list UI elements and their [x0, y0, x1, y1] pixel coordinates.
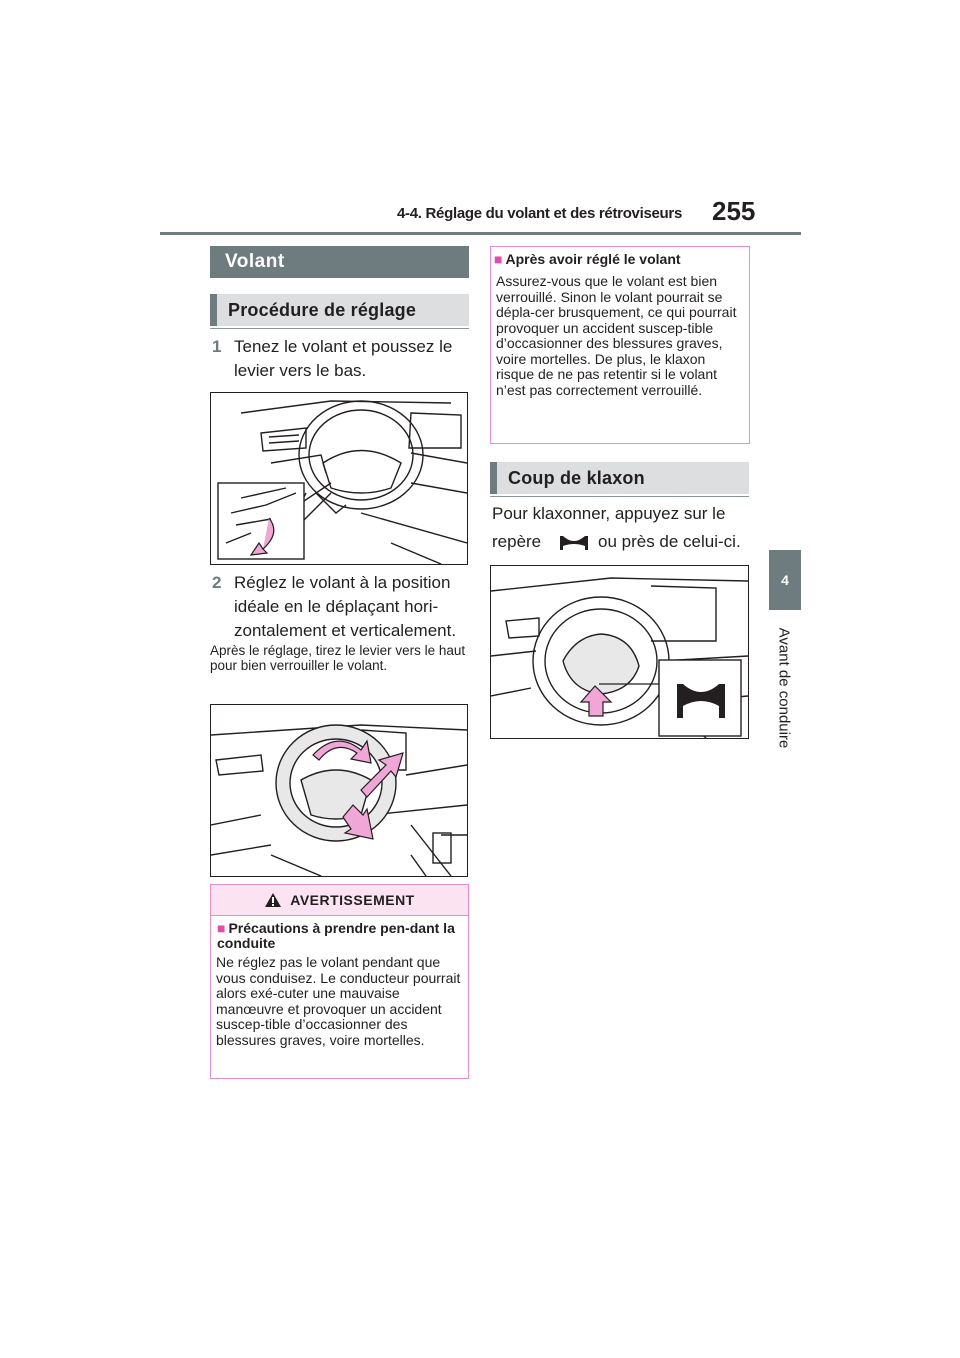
info-subtitle: ■ Après avoir réglé le volant	[494, 251, 681, 267]
warning-text: Ne réglez pas le volant pendant que vous conduisez. Le conducteur pourrait alors exé-cuter une mauvaise manœuvre et provoquer un accident suscep-tible d’occasionner des blessures graves, voire mortelles.	[216, 954, 461, 1048]
section-heading-volant: Volant	[210, 246, 469, 278]
illustration-adjustment	[211, 705, 467, 876]
horn-text-line2: repère ou près de celui-ci.	[492, 532, 741, 551]
square-bullet-icon: ■	[217, 920, 226, 936]
subheading-procedure: Procédure de réglage	[210, 294, 469, 326]
adjustment-note: Après le réglage, tirez le levier vers le haut pour bien verrouiller le volant.	[210, 643, 466, 673]
page-number: 255	[712, 196, 756, 226]
subheading-rule	[490, 496, 749, 497]
figure-horn	[490, 565, 749, 739]
illustration-horn	[491, 566, 748, 738]
horn-text-line1: Pour klaxonner, appuyez sur le	[492, 504, 726, 523]
section-title: 4-4. Réglage du volant et des rétroviseurs	[397, 205, 682, 222]
illustration-lever	[211, 393, 467, 564]
figure-adjustment	[210, 704, 468, 877]
chapter-tab[interactable]: 4	[769, 550, 801, 610]
step-2: 2 Réglez le volant à la position idéale en le déplaçant hori-zontalement et verticalement.	[212, 573, 457, 640]
info-text: Assurez-vous que le volant est bien verrouillé. Sinon le volant pourrait se dépla-cer brusquement, ce qui pourrait provoquer un accident suscep-tible d’occasionner des blessures graves, voire mortelles. De plus, le klaxon risque de ne pas retentir si le volant n’est pas correctement verrouillé.	[496, 273, 737, 398]
figure-lever	[210, 392, 468, 565]
subheading-klaxon: Coup de klaxon	[490, 462, 749, 494]
square-bullet-icon: ■	[494, 251, 503, 267]
warning-triangle-icon	[264, 892, 282, 908]
step-1: 1 Tenez le volant et poussez le levier vers le bas.	[212, 337, 453, 380]
info-box	[490, 246, 750, 444]
header-rule	[160, 232, 801, 235]
warning-header: AVERTISSEMENT	[211, 885, 468, 916]
chapter-label: Avant de conduire	[775, 627, 793, 749]
subheading-rule	[210, 328, 469, 329]
warning-subtitle: ■ Précautions à prendre pen-dant la conduite	[217, 920, 455, 951]
horn-icon	[557, 534, 591, 552]
warning-box	[210, 884, 469, 1079]
